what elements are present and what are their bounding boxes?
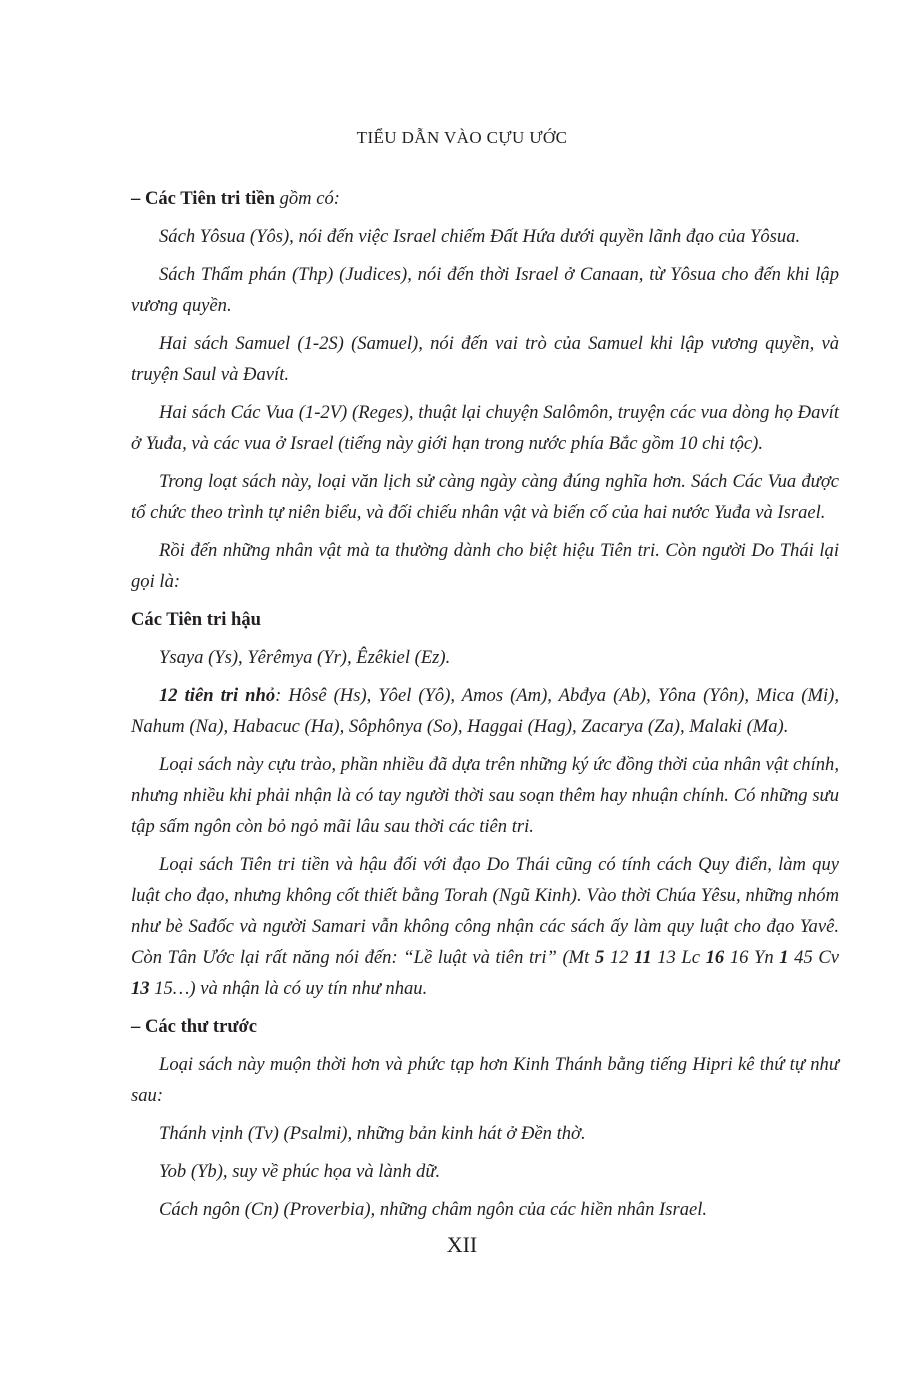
- ref-chapter: 16: [705, 947, 725, 968]
- ref-verse: 12: [604, 947, 635, 968]
- ref-verse: 16 Yn: [724, 947, 780, 968]
- canon-text: Loại sách Tiên tri tiền và hậu đối với đạo Do Thái cũng có tính cách Quy điển, làm quy luật cho đạo, nhưng không cốt thiết bằng Torah (Ngũ Kinh). Vào thời Chúa Yêsu, những nhóm như bè Sađốc và người Samari vẫn không công nhận các sách ấy làm quy luật cho đạo Yavê. Còn Tân Ước lại rất năng nói đến: “Lề luật và tiên tri” (Mt: [131, 854, 839, 968]
- paragraph-kings: Hai sách Các Vua (1-2V) (Reges), thuật lại chuyện Salômôn, truyện các vua dòng họ Đavít ở Yuđa, và các vua ở Israel (tiếng này giới hạn trong nước phía Bắc gồm 10 chi tộc).: [131, 402, 839, 454]
- page-body: [131, 183, 839, 1232]
- section-heading-former-prophets: [131, 183, 839, 214]
- page-number: XII: [446, 1232, 478, 1257]
- section-heading-writings: – Các thư trước: [131, 1016, 258, 1037]
- ref-verse: 45 Cv: [788, 947, 840, 968]
- paragraph-proverbs: Cách ngôn (Cn) (Proverbia), những châm ngôn của các hiền nhân Israel.: [159, 1199, 708, 1220]
- paragraph-history-note: Trong loạt sách này, loại văn lịch sử càng ngày càng đúng nghĩa hơn. Sách Các Vua được tổ chức theo trình tự niên biểu, và đối chiếu nhân vật và biến cố của hai nước Yuđa và Israel.: [131, 471, 839, 523]
- minor-prophets-list: : Hôsê (Hs), Yôel (Yô), Amos (Am), Abđya (Ab), Yôna (Yôn), Mica (Mi), Nahum (Na), Habacuc (Ha), Sôphônya (So), Haggai (Hag), Zacarya (Za), Malaki (Ma).: [131, 685, 839, 737]
- running-head: TIỂU DẪN VÀO CỰU ƯỚC: [356, 128, 568, 147]
- ref-chapter: 5: [594, 947, 605, 968]
- section-heading-latter-prophets: Các Tiên tri hậu: [131, 609, 262, 630]
- paragraph-prophets-canon: [131, 849, 839, 1004]
- paragraph-writings-intro: Loại sách này muộn thời hơn và phức tạp hơn Kinh Thánh bằng tiếng Hipri kê thứ tự như sau:: [131, 1054, 839, 1106]
- paragraph-major-prophets: Ysaya (Ys), Yêrêmya (Yr), Êzêkiel (Ez).: [159, 647, 451, 668]
- paragraph-job: Yob (Yb), suy về phúc họa và lành dữ.: [159, 1161, 441, 1182]
- paragraph-prophets-origin: Loại sách này cựu trào, phần nhiều đã dựa trên những ký ức đồng thời của nhân vật chính, nhưng nhiều khi phải nhận là có tay người thời sau soạn thêm hay nhuận chính. Có những sưu tập sấm ngôn còn bỏ ngỏ mãi lâu sau thời các tiên tri.: [131, 754, 839, 837]
- paragraph-prophet-intro: Rồi đến những nhân vật mà ta thường dành cho biệt hiệu Tiên tri. Còn người Do Thái lại gọi là:: [131, 540, 839, 592]
- ref-chapter: 13: [131, 978, 150, 999]
- canon-tail: và nhận là có uy tín như nhau.: [195, 978, 428, 999]
- paragraph-psalms: Thánh vịnh (Tv) (Psalmi), những bản kinh hát ở Đền thờ.: [159, 1123, 586, 1144]
- ref-chapter: 1: [779, 947, 789, 968]
- heading-bold-text: – Các Tiên tri tiền: [131, 188, 275, 209]
- minor-prophets-label: 12 tiên tri nhỏ: [159, 685, 276, 706]
- paragraph-judges: Sách Thẩm phán (Thp) (Judices), nói đến thời Israel ở Canaan, từ Yôsua cho đến khi lập vương quyền.: [131, 264, 839, 316]
- ref-verse: 13 Lc: [651, 947, 706, 968]
- paragraph-samuel: Hai sách Samuel (1-2S) (Samuel), nói đến vai trò của Samuel khi lập vương quyền, và truyện Saul và Đavít.: [131, 333, 839, 385]
- paragraph-minor-prophets: [131, 680, 839, 742]
- ref-chapter: 11: [634, 947, 652, 968]
- heading-trailing-text: gồm có:: [274, 188, 340, 209]
- paragraph-joshua: Sách Yôsua (Yôs), nói đến việc Israel chiếm Đất Hứa dưới quyền lãnh đạo của Yôsua.: [159, 226, 801, 247]
- ref-verse: 15…): [149, 978, 196, 999]
